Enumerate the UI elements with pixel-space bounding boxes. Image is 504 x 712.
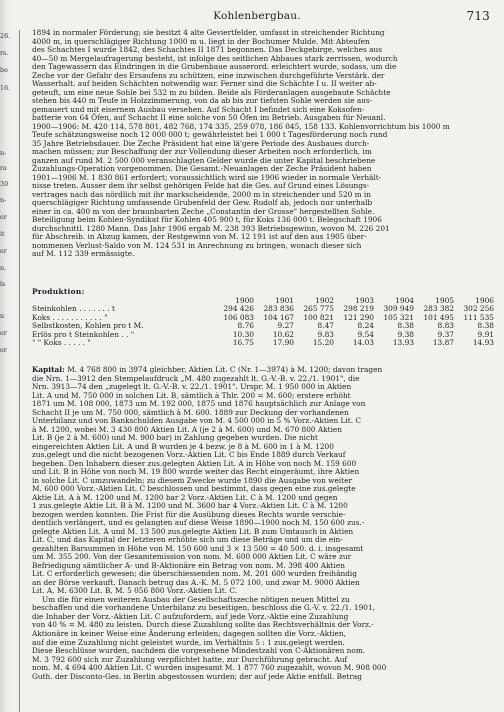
text-line: Zeche vor der Gefahr des Ersaufens zu schützen, eine inzwischen durchgeführte Verstärk. der bbox=[32, 70, 385, 80]
text-line: Wasserhalt. auf beiden Schächten notwendig war. Ferner sind die Schächte I u. II weiter ab- bbox=[32, 79, 377, 89]
production-cell: 104 167 bbox=[263, 312, 294, 322]
margin-fragment: be bbox=[0, 66, 8, 74]
production-cell: 298 219 bbox=[343, 304, 374, 314]
text-line: 40—50 m Mergelaufragerung besteht, ist infolge des seitlichen Abbaues stark zerrissen, wodurch bbox=[32, 53, 398, 63]
kapital-heading: Kapital: bbox=[32, 365, 68, 374]
production-row bbox=[32, 339, 498, 348]
production-cell: 8.47 bbox=[317, 321, 334, 331]
production-cell: 9.37 bbox=[437, 329, 454, 339]
text-line: 1894 in normaler Förderung; sie besitzt 4 alte Geviertfelder, umfasst in streichender Richtung bbox=[32, 28, 385, 37]
text-line: um M. 355 200. Von der Gesamtemission von nom. M. 600 000 Aktien Lit. C wäre zur bbox=[32, 552, 352, 562]
text-line: gezahlten Barsummen in Höhe von M. 150 600 und 3 × 13 500 = 40 500. d. i. insgesamt bbox=[32, 543, 364, 553]
text-line: Lit. A, M. 6300 Lit. B, M. 5 056 800 Vorz.-Aktien Lit. C. bbox=[32, 586, 238, 596]
production-cell: 8.38 bbox=[477, 321, 494, 331]
margin-fragment: er bbox=[0, 247, 7, 255]
text-line: Guth. der Disconto-Ges. in Berlin abgestossen wurden; der auf jede Aktie entfall. Betrag bbox=[32, 671, 362, 681]
margin-fragment: n. bbox=[0, 264, 7, 272]
text-line: Um die für einen weiteren Ausbau der Gesellschaftszeche nötigen neuen Mittel zu bbox=[42, 594, 350, 604]
text-line: beschaffen und die vorhandene Unterbilanz zu beseitigen, beschloss die G.-V. v. 22./1. 1901, bbox=[32, 603, 375, 613]
production-row-label: " " Koks . . . . . " bbox=[32, 339, 91, 348]
margin-fragment: 26. bbox=[0, 32, 11, 40]
text-line: Lit. B (je 2 à M. 600) und M. 900 bar) in Zahlung gegeben wurden. Die nicht bbox=[32, 433, 318, 443]
text-line: à M. 1200, wobei M. 3 430 800 Aktien Lit. A (je 2 à M. 600) und M. 670 800 Aktien bbox=[32, 424, 343, 434]
text-line: Beteiligung beim Kohlen-Syndikat für Kohlen 405 900 t, für Koks 136 000 t. Belegschaft 1906 bbox=[32, 215, 382, 225]
year-header: 1900 bbox=[235, 295, 254, 305]
year-header: 1903 bbox=[355, 295, 374, 305]
margin-fragment: 30 bbox=[0, 180, 9, 188]
text-line: M. 3 792 600 sich zur Zuzahlung verpflichtet hatte, zur Durchführung gebracht. Auf bbox=[32, 654, 348, 664]
production-cell: 283 382 bbox=[423, 304, 454, 314]
text-line: Befriedigung sämtlicher A- und B-Aktionäre ein Betrag von nom. M. 398 400 Aktien bbox=[32, 560, 345, 570]
production-cell: 294 426 bbox=[223, 304, 254, 314]
text-line: 35 Jahre Betriebsdauer. Die Zeche Präsident hat eine lä'gere Periode des Ausbaues durch- bbox=[32, 138, 370, 148]
text-line: geteuft, um eine neue Sohle bei 532 m zu bilden. Beide als Förderanlagen ausgebaute Schächte bbox=[32, 87, 391, 97]
production-cell: 14.03 bbox=[352, 338, 374, 348]
text-line: auf M. 112 339 ermässigte. bbox=[32, 249, 135, 259]
text-line: Zuzahlungs-Operation vorgenommen. Die Gesamt.-Neuanlagen der Zeche Präsident haben bbox=[32, 164, 372, 174]
text-line: querschlägiger Richtung umfassende Grubenfeld der Gew. Rudolf ab, jedoch nur unterhalb bbox=[32, 198, 373, 208]
text-line: Nrn. 3913—74 den „zugelegt lt. G.-V.-B. v. 22./1. 1901". Urspr. M. 1 950 000 in Aktien bbox=[32, 382, 352, 392]
production-row-label: Steinkohlen . . . . . . . t bbox=[32, 305, 115, 314]
text-line: die Inhaber der Vorz.-Aktien Lit. C aufzufordern, auf jede Vorz.-Aktie eine Zuzahlung bbox=[32, 611, 349, 621]
production-cell: 9.27 bbox=[277, 321, 294, 331]
year-header: 1906 bbox=[475, 295, 494, 305]
text-span: M. 4 768 800 in 3974 gleichber. Aktien Lit. C (Nr. 1—3974) à M. 1200; davon tragen bbox=[67, 365, 383, 374]
production-cell: 106 083 bbox=[223, 312, 254, 322]
production-cell: 10.62 bbox=[272, 329, 294, 339]
margin-fragment: er bbox=[0, 346, 7, 354]
production-corner bbox=[32, 297, 214, 306]
text-line: den Tagewassern das Eindringen in die Grubenbaue ausserord. erleichtert wurde, sodass, um die bbox=[32, 62, 397, 72]
text-line: zus.gelegt und die nicht bezogenen Vorz.-Aktien Lit. C bis Ende 1889 durch Verkauf bbox=[32, 450, 346, 460]
running-header bbox=[20, 10, 494, 24]
text-line: in solche Lit. C umzuwandeln; zu diesem Zwecke wurde 1890 die Ausgabe von weiter bbox=[32, 475, 352, 485]
text-line: Lit. C erforderlich gewesen; die überschiessenden nom. M. 201 600 wurden freihändig bbox=[32, 569, 357, 579]
text-line: 1 zus.gelegte Aktie Lit. B à M. 1200 und M. 3600 bar 4 Vorz.-Aktien Lit. C à M. 1200 bbox=[32, 501, 348, 511]
text-line: 4000 m, in querschlägiger Richtung 1000 m u. liegt in der Bochumer Mulde. Mit Abteufen bbox=[32, 36, 370, 46]
text-line: batterie von 64 Öfen, auf Schacht II eine solche von 50 Öfen im Betrieb. Ausgaben für Neuanl. bbox=[32, 113, 386, 123]
year-header: 1904 bbox=[395, 295, 414, 305]
production-cell: 13.87 bbox=[432, 338, 454, 348]
text-line: machen müssen; zur Beschaffung der zur Vollendung dieser Arbeiten noch erforderlich, im bbox=[32, 147, 372, 157]
margin-fragment: it bbox=[0, 230, 5, 238]
text-line: von 40 % = M. 480 zu leisten. Durch diese Zuzahlung sollte das Rechtsverhältnis der Vorz.- bbox=[32, 620, 374, 630]
production-row bbox=[32, 314, 498, 323]
margin-fragment: n bbox=[0, 312, 5, 320]
text-line: gemauert und mit eisernem Ausbau versehen. Auf Schacht I befindet sich eine Koksofen- bbox=[32, 104, 365, 114]
text-line: begeben. Den Inhabern dieser zus.gelegten Aktien Lit. A in Höhe von noch M. 159 600 bbox=[32, 458, 357, 468]
text-line: für Abschreib. in Abzug kamen, der Restgewinn von M. 12 191 ist auf den aus 1905 über- bbox=[32, 232, 367, 242]
text-line: 1901—1906 M. 1 830 861 erfordert; voraussichtlich wird sie 1906 wieder in normale Verhält- bbox=[32, 172, 382, 182]
text-line: Schacht II je um M. 750 000, sämtlich à M. 600. 1889 zur Deckung der vorhandenen bbox=[32, 407, 349, 417]
margin-fragment: er bbox=[0, 329, 7, 337]
production-cell: 8.76 bbox=[237, 321, 254, 331]
year-header: 1905 bbox=[435, 295, 454, 305]
production-cell: 302 256 bbox=[463, 304, 494, 314]
text-line: Unterbilanz und von Bankschulden Ausgabe von M. 4 500 000 in 5 % Vorz.-Aktien Lit. C bbox=[32, 416, 362, 426]
text-line: eingereichten Aktien Lit. A und B wurden je 4 bezw. je 8 à M. 600 in 1 à M. 1200 bbox=[32, 441, 334, 451]
production-cell: 105 321 bbox=[383, 312, 414, 322]
margin-fragment: ra bbox=[0, 164, 7, 172]
production-cell: 100 821 bbox=[303, 312, 334, 322]
margin-fragment: 16. bbox=[0, 84, 11, 92]
text-line: M. 600 000 Vorz.-Aktien Lit. C beschlossen und bestimmt, dass gegen eine zus.gelegte bbox=[32, 484, 356, 494]
production-cell: 16.75 bbox=[232, 338, 254, 348]
production-table bbox=[32, 288, 498, 348]
text-line: 1871 um M. 108 000, 1873 um M. 192 000, 1875 und 1876 hauptsächlich zur Anlage von bbox=[32, 399, 366, 409]
text-line: an der Börse verkauft. Danach betrug das A.-K. M. 5 072 100, und zwar M. 9000 Aktien bbox=[32, 577, 360, 587]
production-cell: 15.20 bbox=[312, 338, 334, 348]
production-cell: 14.93 bbox=[472, 338, 494, 348]
production-cell: 9.91 bbox=[477, 329, 494, 339]
text-line: Lit. C, und das Kapital der letzteren erhöhte sich um diese Beträge und um die ein- bbox=[32, 535, 343, 545]
margin-fragment: er bbox=[0, 213, 7, 221]
text-line: einer in ca. 400 m von der braunbarten Zeche „Constantin der Grosse" hergestellten Sohle. bbox=[32, 206, 375, 216]
text-line: auf die eine Zuzahlung nicht geleistet wurde, im Verhältnis 5 : 1 zus.gelegt werden. bbox=[32, 637, 345, 647]
production-row-label: Erlös pro t Steinkohlen . . " bbox=[32, 330, 135, 339]
scan-edge bbox=[0, 0, 12, 712]
text-line: Diese Beschlüsse wurden, nachdem die vorgesehene Mindestzahl von C-Aktionären nom. bbox=[32, 646, 366, 656]
production-cell: 111 535 bbox=[463, 312, 494, 322]
production-cell: 283 836 bbox=[263, 304, 294, 314]
text-line: bezogen werden konnten. Die Frist für die Ausübung dieses Rechts wurde verschie- bbox=[32, 509, 346, 519]
text-line: nom. M. 4 694 400 Aktien Lit. C wurden insgesamt M. 1 877 760 zugezahlt, wovon M. 908 000 bbox=[32, 663, 387, 673]
body-text-intro bbox=[32, 29, 498, 259]
text-line: Lit. A und M. 750 000 in solchen Lit. B, sämtlich à Thlr. 200 = M. 600; erstere erhöht bbox=[32, 390, 351, 400]
text-line: nisse treten. Ausser dem ihr selbst gehörigen Felde hat die Ges. auf Grund eines Lösungs- bbox=[32, 181, 370, 191]
production-cell: 9.54 bbox=[357, 329, 374, 339]
production-cell: 265 775 bbox=[303, 304, 334, 314]
text-line: Aktionäre in keiner Weise eine Änderung erleiden; dagegen sollten die Vorz.-Aktien, bbox=[32, 628, 346, 638]
text-line: 1900—1906: M. 420 114, 578 801, 482 768, 174 335, 259 078, 186 045, 158 133. Kohlenvorrichtum bis 1000 m bbox=[32, 121, 450, 131]
text-line: nommenen Verlust-Saldo von M. 124 531 in Anrechnung zu bringen, wonach dieser sich bbox=[32, 240, 362, 250]
production-cell: 309 949 bbox=[383, 304, 414, 314]
production-cell: 9.38 bbox=[397, 329, 414, 339]
margin-fragment: rs. bbox=[0, 49, 9, 57]
column-rule bbox=[19, 30, 20, 712]
text-line: ganzen auf rund M. 2 500 000 veranschlagten Gelder wurde die unter Kapital beschriebene bbox=[32, 155, 376, 165]
text-line: dentlich verlängert, und es gelangten auf diese Weise 1890—1900 noch M. 150 600 zus.- bbox=[32, 518, 365, 528]
page-number: 713 bbox=[466, 9, 490, 23]
text-line: und Lit. B in Höhe von noch M. 19 800 wurde weiter das Recht eingeräumt, ihre Aktien bbox=[32, 467, 360, 477]
production-row bbox=[32, 322, 498, 331]
text-line: die Nrn. 1—3912 den Stempelaufdruck „M. 480 zugezahlt lt. G.-V.-B. v. 22./1. 1901", die bbox=[32, 373, 360, 383]
margin-fragment: n- bbox=[0, 196, 7, 204]
text-line: des Schachtes I wurde 1842, des Schachtes II 1871 begonnen. Das Deckgebirge, welches aus bbox=[32, 45, 382, 55]
production-cell: 17.90 bbox=[272, 338, 294, 348]
production-cell: 8.24 bbox=[357, 321, 374, 331]
production-row-label: Selbstkosten, Kohlen pro t M. bbox=[32, 322, 144, 331]
header-title: Kohlenbergbau. bbox=[213, 10, 301, 22]
production-heading: Produktion: bbox=[32, 287, 85, 296]
production-cell: 9.83 bbox=[317, 329, 334, 339]
production-cell: 8.83 bbox=[437, 321, 454, 331]
production-cell: 13.93 bbox=[392, 338, 414, 348]
year-header: 1901 bbox=[275, 295, 294, 305]
kapital-section bbox=[32, 366, 498, 681]
text-line: Teufe schätzungsweise noch 12 000 000 t; gewährleistet bei 1 000 t Tagesförderung noch rund bbox=[32, 130, 388, 140]
year-header: 1902 bbox=[315, 295, 334, 305]
production-cell: 10.30 bbox=[232, 329, 254, 339]
production-row-label: Koks . . . . . . . . . . . " bbox=[32, 313, 108, 322]
text-line: vertrages nach das nördlich mit ihr markscheidende, 2000 m in streichender und 520 m in bbox=[32, 189, 372, 199]
margin-fragment: n- bbox=[0, 149, 7, 157]
text-line: durchschnittl. 1280 Mann. Das Jahr 1906 ergab M. 238 393 Betriebsgewinn, wovon M. 226 201 bbox=[32, 223, 390, 233]
production-cell: 8.38 bbox=[397, 321, 414, 331]
text-line: gelegte Aktien Lit. A und M. 13 500 zus.gelegte Aktien Lit. B zum Umtausch in Aktien bbox=[32, 526, 354, 536]
production-row bbox=[32, 331, 498, 340]
text-line: stehen bis 440 m Teufe in Holzzimmerung, von da ab bis zur tiefsten Sohle werden sie aus- bbox=[32, 96, 373, 106]
production-cell: 121 290 bbox=[343, 312, 374, 322]
text-line: Aktie Lit. A à M. 1200 und M. 1200 bar 2 Vorz.-Aktien Lit. C à M. 1200 und gegen bbox=[32, 492, 338, 502]
production-cell: 101 495 bbox=[423, 312, 454, 322]
margin-fragment: ls bbox=[0, 280, 6, 288]
